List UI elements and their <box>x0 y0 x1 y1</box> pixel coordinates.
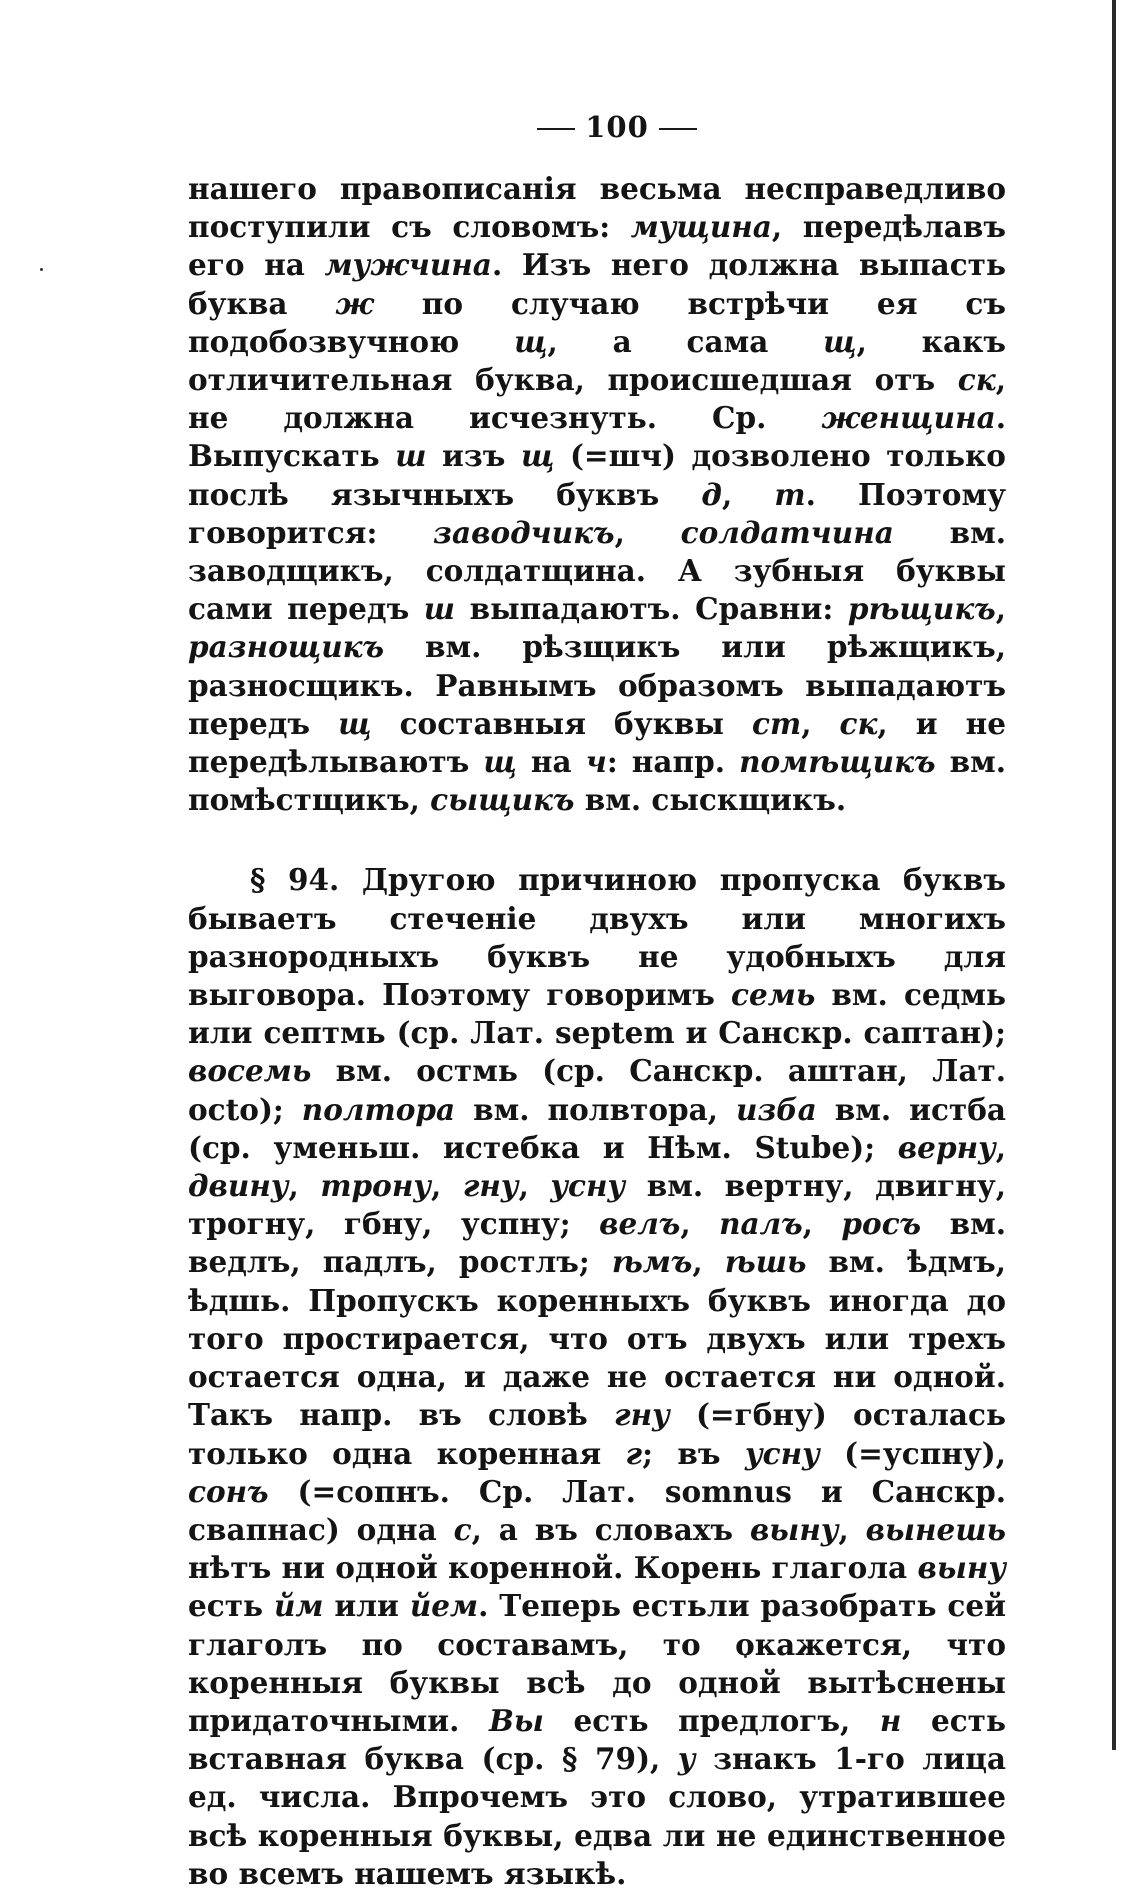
text-run: знакъ 1-го лица ед. числа. Впрочемъ это слово, утратившее всѣ коренныя буквы, едва ли не единственное во всемъ нашемъ языкѣ. <box>188 1741 1006 1891</box>
text-run: есть <box>188 1588 274 1624</box>
italic-term: разнощикъ <box>188 629 385 665</box>
text-run: , <box>801 705 840 741</box>
text-run: , <box>838 1511 866 1547</box>
italic-term: ч <box>585 744 607 780</box>
text-run: § 94. Другою причиною пропуска буквъ бываетъ стеченіе двухъ или многихъ разнородныхъ буквъ не удобныхъ для выговора. Поэтому говоримъ <box>188 862 1006 1013</box>
text-run: вм. рѣзщикъ или рѣжщикъ, разносщикъ. Равнымъ образомъ выпадаютъ передъ <box>188 629 1006 741</box>
text-run: , не должна исчезнуть. Ср. <box>188 362 1006 436</box>
italic-term: ѣмъ <box>611 1244 693 1280</box>
italic-term: двину <box>188 1168 289 1204</box>
italic-term: щ <box>483 744 517 780</box>
italic-term: выну <box>749 1511 839 1547</box>
text-run: составныя буквы <box>371 705 752 741</box>
text-run: изъ <box>426 438 521 474</box>
italic-term: ш <box>423 591 456 627</box>
text-run: , <box>288 1168 321 1204</box>
text-run: вм. сыскщикъ. <box>574 782 847 818</box>
paragraph-2-section-94 <box>188 861 1006 1892</box>
text-run: (=сопнъ. Ср. Лат. somnus и Санскр. свапнас) одна <box>188 1473 1006 1547</box>
italic-term: н <box>879 1702 902 1738</box>
text-run: выпадаютъ. Сравни: <box>455 591 848 627</box>
text-run: (=шч) дозволено только послѣ язычныхъ буквъ <box>188 438 1006 512</box>
italic-term: выну <box>917 1550 1006 1586</box>
text-run: ; въ <box>642 1435 745 1471</box>
page-number-value: 100 <box>585 110 649 144</box>
text-run: (=успну), <box>819 1435 1006 1471</box>
text-run: вм. ведлъ, падлъ, ростлъ; <box>188 1206 1007 1280</box>
text-run: , <box>614 514 681 550</box>
text-run: есть вставная буква (ср. § 79), <box>188 1702 1006 1777</box>
text-run: . Теперь естьли разобрать сей глаголъ по составамъ, то окажется, что коренныя буквы всѣ до одной вытѣснены придаточными. <box>188 1588 1006 1738</box>
italic-term: гну <box>613 1397 670 1433</box>
text-run: , <box>721 476 775 512</box>
italic-term: г <box>625 1435 643 1471</box>
italic-term: семь <box>731 977 816 1013</box>
text-run: вм. истба (ср. уменьш. истебка и Нѣм. Stube); <box>188 1091 1006 1165</box>
italic-term: ѣшь <box>724 1244 807 1280</box>
italic-term: усну <box>550 1168 626 1204</box>
italic-term: щ <box>514 323 548 359</box>
page-edge-rule <box>1112 0 1116 1750</box>
text-run: , <box>995 591 1007 627</box>
text-run: вм. остмь (ср. Санскр. аштан, Лат. octo); <box>188 1053 1006 1127</box>
italic-term: усну <box>744 1435 820 1471</box>
italic-term: мужчина <box>324 247 492 283</box>
italic-term: щ <box>520 438 555 474</box>
italic-term: полтора <box>301 1091 456 1127</box>
italic-term: ск <box>957 362 996 398</box>
text-run: . Изъ него должна выпасть буква <box>188 247 1006 321</box>
text-run: , <box>995 1129 1006 1165</box>
italic-term: помѣщикъ <box>739 744 936 780</box>
text-run: . Выпускать <box>188 400 1006 474</box>
italic-term: ст <box>752 705 802 741</box>
italic-term: т <box>774 476 806 512</box>
text-run: , какъ отличительная буква, происшедшая отъ <box>188 323 1007 398</box>
italic-term: солдатчина <box>680 514 894 550</box>
italic-term: йм <box>273 1588 324 1624</box>
italic-term: д <box>701 476 722 512</box>
text-run: (=гбну) осталась только одна коренная <box>188 1397 1006 1471</box>
text-run: вм. полвтора, <box>455 1091 737 1127</box>
text-run: , передѣлавъ его на <box>188 209 1006 283</box>
italic-term: с <box>453 1511 472 1547</box>
text-run: нѣтъ ни одной коренной. Корень глагола <box>188 1550 918 1586</box>
italic-term: сонъ <box>188 1473 269 1509</box>
text-run: . Поэтому говорится: <box>188 476 1006 550</box>
italic-term: велъ <box>599 1206 681 1242</box>
text-run: : напр. <box>606 744 740 780</box>
text-run: или <box>323 1588 410 1624</box>
italic-term: йем <box>409 1588 479 1624</box>
italic-term: ж <box>335 285 374 321</box>
italic-term: восемь <box>188 1053 312 1089</box>
italic-term: женщина <box>821 400 996 436</box>
text-run: , и не передѣлываютъ <box>188 705 1006 780</box>
italic-term: палъ <box>719 1206 803 1242</box>
text-run: , <box>430 1168 463 1204</box>
text-run: вм. помѣстщикъ, <box>188 744 1006 818</box>
italic-term: рѣщикъ <box>847 591 996 627</box>
italic-term: ш <box>395 438 427 474</box>
italic-term: щ <box>338 705 372 741</box>
italic-term: гну <box>462 1168 519 1204</box>
italic-term: Вы <box>488 1702 544 1738</box>
text-run: на <box>516 744 586 780</box>
italic-term: вынешь <box>865 1511 1006 1547</box>
italic-term: сыщикъ <box>430 782 575 818</box>
italic-term: трону <box>320 1168 431 1204</box>
text-run: , <box>802 1206 842 1242</box>
italic-term: щ <box>823 323 857 359</box>
text-run: , а въ словахъ <box>471 1511 750 1547</box>
italic-term: у <box>677 1741 696 1777</box>
text-run: вм. вертну, двигну, трогну, гбну, успну; <box>188 1168 1006 1242</box>
text-run: есть предлогъ, <box>543 1702 880 1738</box>
speck <box>40 268 43 271</box>
text-run: , <box>518 1168 551 1204</box>
page-number-dash-right <box>659 128 697 130</box>
document-page <box>188 110 1006 1893</box>
text-run: вм. седмь или септмь (ср. Лат. septem и Санскр. саптан); <box>188 977 1006 1051</box>
italic-term: верну <box>897 1129 996 1165</box>
text-run: вм. ѣдмъ, ѣдшь. Пропускъ коренныхъ буквъ иногда до того простирается, что отъ двухъ или трехъ остается одна, и даже не остается ни одной. Такъ напр. въ словѣ <box>188 1244 1006 1433</box>
page-number <box>228 110 1006 144</box>
italic-term: ск <box>839 705 878 741</box>
text-run: вм. заводщикъ, солдатщина. А зубныя буквы сами передъ <box>188 514 1006 627</box>
italic-term: заводчикъ <box>433 514 615 550</box>
italic-term: росъ <box>841 1206 922 1242</box>
text-run: , <box>692 1244 725 1280</box>
italic-term: изба <box>736 1091 817 1127</box>
text-run: , а сама <box>547 323 824 359</box>
text-run: нашего правописанія весьма несправедливо поступили съ словомъ: <box>188 171 1006 245</box>
page-number-dash-left <box>537 128 575 130</box>
paragraph-1 <box>188 170 1006 819</box>
text-run: по случаю встрѣчи ея съ подобозвучною <box>188 285 1006 359</box>
italic-term: мущина <box>630 209 772 245</box>
text-run: , <box>680 1206 720 1242</box>
